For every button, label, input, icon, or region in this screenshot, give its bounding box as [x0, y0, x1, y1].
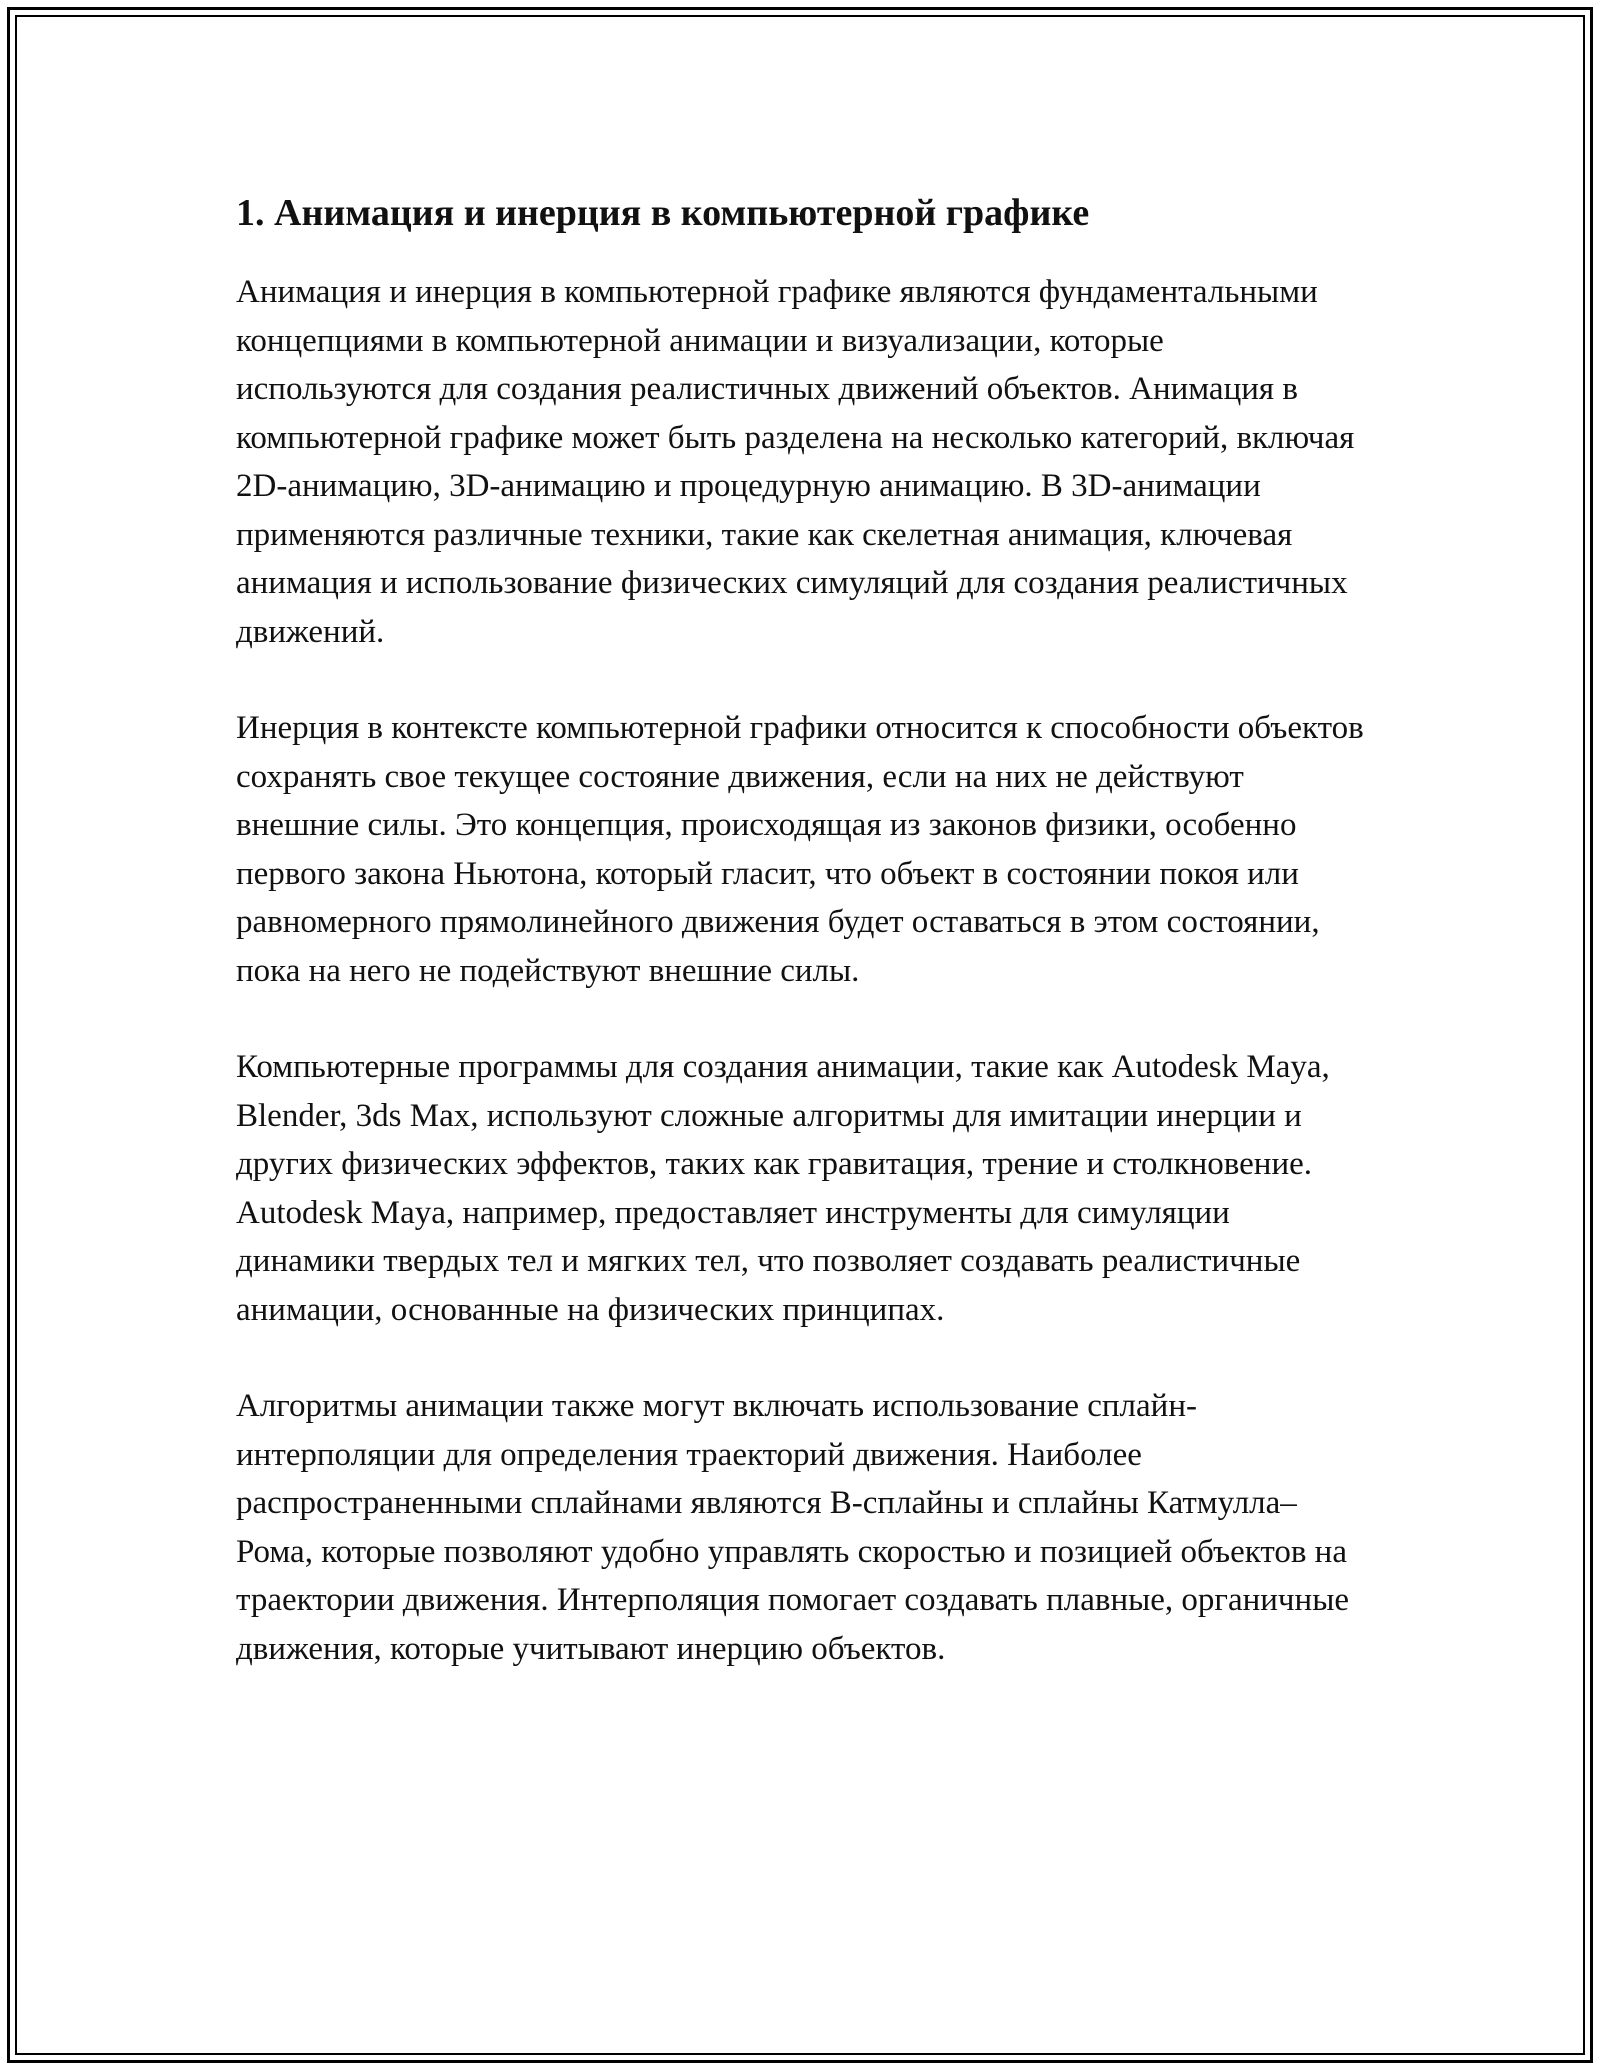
paragraph-animation: Анимация и инерция в компьютерной графике являются фундаментальными концепциями в компьютерной анимации и визуализации, которые используются для создания реалистичных движений объектов. Анимация в компьютерной графике может быть разделена на несколько категорий, включая 2D-анимацию, 3D-анимацию и процедурную анимацию. В 3D-анимации применяются различные техники, такие как скелетная анимация, ключевая анимация и использование физических симуляций для создания реалистичных движений. — [236, 274, 1355, 650]
paragraph-inertia: Инерция в контексте компьютерной графики относится к способности объектов сохранять свое текущее состояние движения, если на них не действуют внешние силы. Это концепция, происходящая из законов физики, особенно первого закона Ньютона, который гласит, что объект в состоянии покоя или равномерного прямолинейного движения будет оставаться в этом состоянии, пока на него не подействуют внешние силы. — [236, 710, 1364, 989]
section-heading: 1. Анимация и инерция в компьютерной графике — [236, 192, 1090, 234]
paragraph-software: Компьютерные программы для создания анимации, такие как Autodesk Maya, Blender, 3ds Max, используют сложные алгоритмы для имитации инерции и других физических эффектов, таких как гравитация, трение и столкновение. Autodesk Maya, например, предоставляет инструменты для симуляции динамики твердых тел и мягких тел, что позволяет создавать реалистичные анимации, основанные на физических принципах. — [236, 1049, 1330, 1328]
paragraph-splines: Алгоритмы анимации также могут включать использование сплайн-интерполяции для определения траекторий движения. Наиболее распространенными сплайнами являются B-сплайны и сплайны Катмулла–Рома, которые позволяют удобно управлять скоростью и позицией объектов на траектории движения. Интерполяция помогает создавать плавные, органичные движения, которые учитывают инерцию объектов. — [236, 1388, 1350, 1667]
document-body — [236, 186, 1366, 1721]
